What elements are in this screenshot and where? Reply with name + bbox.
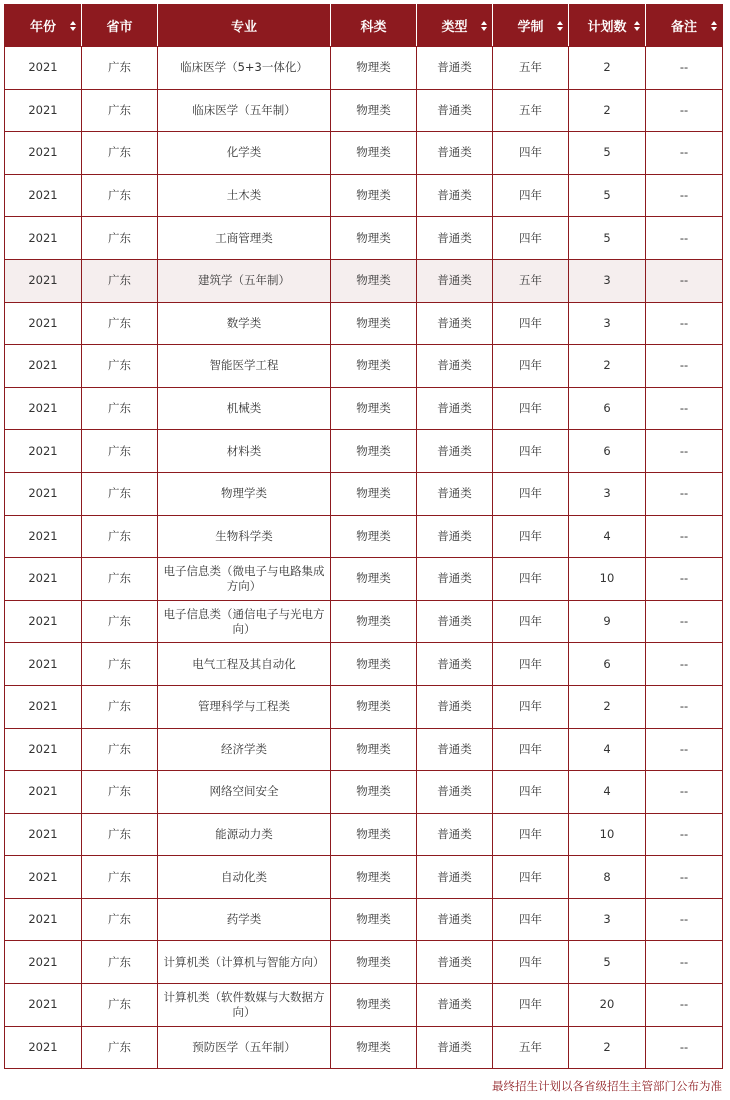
table-row	[5, 558, 723, 601]
cell-remarks: --	[646, 856, 723, 899]
column-header-label: 学制	[517, 20, 544, 35]
admission-plan-table-container	[4, 4, 722, 1069]
cell-remarks: --	[646, 813, 723, 856]
table-row	[5, 685, 723, 728]
column-header-plan-count[interactable]	[569, 5, 646, 47]
cell-major: 智能医学工程	[158, 345, 331, 388]
cell-plan-count: 2	[569, 685, 646, 728]
cell-major: 电气工程及其自动化	[158, 643, 331, 686]
cell-plan-count: 3	[569, 302, 646, 345]
cell-duration: 四年	[493, 430, 569, 473]
cell-subject-category: 物理类	[331, 89, 417, 132]
cell-type: 普通类	[417, 430, 493, 473]
cell-plan-count: 5	[569, 132, 646, 175]
cell-province: 广东	[82, 856, 158, 899]
table-row	[5, 515, 723, 558]
table-row	[5, 47, 723, 90]
cell-remarks: --	[646, 345, 723, 388]
cell-province: 广东	[82, 47, 158, 90]
column-header-type[interactable]	[417, 5, 493, 47]
table-row	[5, 643, 723, 686]
cell-province: 广东	[82, 728, 158, 771]
cell-year: 2021	[5, 856, 82, 899]
cell-plan-count: 10	[569, 813, 646, 856]
table-row	[5, 345, 723, 388]
cell-duration: 四年	[493, 132, 569, 175]
cell-remarks: --	[646, 898, 723, 941]
cell-remarks: --	[646, 259, 723, 302]
cell-major: 能源动力类	[158, 813, 331, 856]
column-header-major	[158, 5, 331, 47]
column-header-label: 年份	[29, 20, 56, 35]
cell-remarks: --	[646, 472, 723, 515]
cell-subject-category: 物理类	[331, 174, 417, 217]
cell-major: 临床医学（五年制）	[158, 89, 331, 132]
table-row	[5, 89, 723, 132]
cell-province: 广东	[82, 387, 158, 430]
cell-year: 2021	[5, 345, 82, 388]
cell-duration: 四年	[493, 345, 569, 388]
cell-plan-count: 5	[569, 174, 646, 217]
cell-subject-category: 物理类	[331, 941, 417, 984]
cell-subject-category: 物理类	[331, 771, 417, 814]
cell-type: 普通类	[417, 771, 493, 814]
cell-year: 2021	[5, 771, 82, 814]
cell-province: 广东	[82, 259, 158, 302]
cell-remarks: --	[646, 174, 723, 217]
cell-subject-category: 物理类	[331, 132, 417, 175]
cell-subject-category: 物理类	[331, 685, 417, 728]
cell-subject-category: 物理类	[331, 345, 417, 388]
cell-year: 2021	[5, 387, 82, 430]
cell-major: 化学类	[158, 132, 331, 175]
table-body	[5, 47, 723, 1069]
cell-major: 管理科学与工程类	[158, 685, 331, 728]
cell-year: 2021	[5, 259, 82, 302]
cell-province: 广东	[82, 1026, 158, 1069]
cell-year: 2021	[5, 1026, 82, 1069]
column-header-province	[82, 5, 158, 47]
cell-plan-count: 6	[569, 387, 646, 430]
cell-plan-count: 6	[569, 430, 646, 473]
cell-province: 广东	[82, 302, 158, 345]
cell-subject-category: 物理类	[331, 302, 417, 345]
cell-remarks: --	[646, 685, 723, 728]
cell-subject-category: 物理类	[331, 984, 417, 1027]
cell-remarks: --	[646, 217, 723, 260]
cell-remarks: --	[646, 89, 723, 132]
cell-type: 普通类	[417, 813, 493, 856]
cell-plan-count: 3	[569, 259, 646, 302]
cell-year: 2021	[5, 643, 82, 686]
cell-year: 2021	[5, 302, 82, 345]
cell-duration: 五年	[493, 89, 569, 132]
cell-type: 普通类	[417, 345, 493, 388]
cell-type: 普通类	[417, 132, 493, 175]
table-row	[5, 387, 723, 430]
cell-major: 工商管理类	[158, 217, 331, 260]
cell-year: 2021	[5, 132, 82, 175]
cell-plan-count: 2	[569, 89, 646, 132]
cell-year: 2021	[5, 813, 82, 856]
cell-subject-category: 物理类	[331, 217, 417, 260]
cell-year: 2021	[5, 217, 82, 260]
cell-remarks: --	[646, 515, 723, 558]
cell-remarks: --	[646, 984, 723, 1027]
cell-subject-category: 物理类	[331, 430, 417, 473]
table-row	[5, 771, 723, 814]
cell-type: 普通类	[417, 856, 493, 899]
cell-remarks: --	[646, 558, 723, 601]
cell-plan-count: 6	[569, 643, 646, 686]
cell-major: 经济学类	[158, 728, 331, 771]
cell-type: 普通类	[417, 1026, 493, 1069]
cell-province: 广东	[82, 345, 158, 388]
cell-type: 普通类	[417, 941, 493, 984]
column-header-duration[interactable]	[493, 5, 569, 47]
cell-plan-count: 2	[569, 1026, 646, 1069]
cell-major: 材料类	[158, 430, 331, 473]
cell-province: 广东	[82, 898, 158, 941]
cell-type: 普通类	[417, 302, 493, 345]
cell-province: 广东	[82, 685, 158, 728]
cell-type: 普通类	[417, 174, 493, 217]
cell-plan-count: 2	[569, 345, 646, 388]
cell-duration: 五年	[493, 1026, 569, 1069]
cell-duration: 四年	[493, 643, 569, 686]
admission-plan-table	[4, 4, 723, 1069]
cell-plan-count: 3	[569, 472, 646, 515]
cell-subject-category: 物理类	[331, 47, 417, 90]
sort-arrows-icon[interactable]	[70, 21, 76, 31]
column-header-subject-category	[331, 5, 417, 47]
cell-duration: 四年	[493, 898, 569, 941]
column-header-label: 专业	[230, 20, 257, 35]
cell-major: 临床医学（5+3一体化）	[158, 47, 331, 90]
cell-plan-count: 4	[569, 728, 646, 771]
cell-remarks: --	[646, 771, 723, 814]
table-row	[5, 600, 723, 643]
cell-major: 电子信息类（微电子与电路集成方向）	[158, 558, 331, 601]
cell-remarks: --	[646, 132, 723, 175]
cell-duration: 四年	[493, 387, 569, 430]
cell-duration: 四年	[493, 984, 569, 1027]
cell-subject-category: 物理类	[331, 728, 417, 771]
cell-year: 2021	[5, 515, 82, 558]
cell-duration: 五年	[493, 259, 569, 302]
cell-province: 广东	[82, 174, 158, 217]
column-header-label: 计划数	[587, 20, 627, 35]
cell-plan-count: 4	[569, 771, 646, 814]
cell-plan-count: 10	[569, 558, 646, 601]
cell-subject-category: 物理类	[331, 898, 417, 941]
cell-province: 广东	[82, 813, 158, 856]
cell-subject-category: 物理类	[331, 387, 417, 430]
cell-duration: 四年	[493, 771, 569, 814]
cell-major: 药学类	[158, 898, 331, 941]
cell-province: 广东	[82, 89, 158, 132]
table-row	[5, 132, 723, 175]
cell-remarks: --	[646, 430, 723, 473]
cell-type: 普通类	[417, 558, 493, 601]
cell-province: 广东	[82, 217, 158, 260]
cell-duration: 四年	[493, 600, 569, 643]
cell-remarks: --	[646, 47, 723, 90]
cell-year: 2021	[5, 600, 82, 643]
cell-duration: 四年	[493, 217, 569, 260]
cell-year: 2021	[5, 685, 82, 728]
sort-arrows-icon[interactable]	[711, 21, 717, 31]
cell-type: 普通类	[417, 515, 493, 558]
table-header	[5, 5, 723, 47]
cell-duration: 四年	[493, 813, 569, 856]
table-row	[5, 856, 723, 899]
table-row	[5, 984, 723, 1027]
cell-year: 2021	[5, 472, 82, 515]
cell-year: 2021	[5, 728, 82, 771]
cell-remarks: --	[646, 643, 723, 686]
cell-major: 机械类	[158, 387, 331, 430]
column-header-label: 类型	[441, 20, 468, 35]
cell-major: 物理学类	[158, 472, 331, 515]
table-row	[5, 259, 723, 302]
cell-plan-count: 5	[569, 941, 646, 984]
cell-year: 2021	[5, 174, 82, 217]
table-row	[5, 217, 723, 260]
cell-plan-count: 4	[569, 515, 646, 558]
cell-duration: 四年	[493, 941, 569, 984]
cell-province: 广东	[82, 771, 158, 814]
cell-major: 自动化类	[158, 856, 331, 899]
cell-remarks: --	[646, 387, 723, 430]
table-row	[5, 813, 723, 856]
cell-year: 2021	[5, 898, 82, 941]
cell-remarks: --	[646, 1026, 723, 1069]
cell-province: 广东	[82, 984, 158, 1027]
table-row	[5, 728, 723, 771]
cell-plan-count: 5	[569, 217, 646, 260]
cell-province: 广东	[82, 132, 158, 175]
cell-subject-category: 物理类	[331, 856, 417, 899]
cell-type: 普通类	[417, 47, 493, 90]
cell-plan-count: 2	[569, 47, 646, 90]
column-header-year[interactable]	[5, 5, 82, 47]
column-header-label: 备注	[670, 20, 697, 35]
cell-major: 生物科学类	[158, 515, 331, 558]
cell-major: 土木类	[158, 174, 331, 217]
cell-type: 普通类	[417, 728, 493, 771]
table-row	[5, 430, 723, 473]
cell-province: 广东	[82, 558, 158, 601]
cell-province: 广东	[82, 643, 158, 686]
cell-remarks: --	[646, 941, 723, 984]
cell-remarks: --	[646, 728, 723, 771]
cell-year: 2021	[5, 89, 82, 132]
cell-province: 广东	[82, 472, 158, 515]
cell-duration: 四年	[493, 302, 569, 345]
sort-arrows-icon[interactable]	[634, 21, 640, 31]
cell-type: 普通类	[417, 685, 493, 728]
cell-year: 2021	[5, 47, 82, 90]
cell-remarks: --	[646, 600, 723, 643]
cell-duration: 四年	[493, 728, 569, 771]
cell-subject-category: 物理类	[331, 600, 417, 643]
cell-plan-count: 9	[569, 600, 646, 643]
cell-type: 普通类	[417, 259, 493, 302]
cell-plan-count: 8	[569, 856, 646, 899]
cell-type: 普通类	[417, 643, 493, 686]
cell-duration: 五年	[493, 47, 569, 90]
table-row	[5, 472, 723, 515]
cell-year: 2021	[5, 984, 82, 1027]
cell-subject-category: 物理类	[331, 558, 417, 601]
cell-type: 普通类	[417, 89, 493, 132]
cell-province: 广东	[82, 515, 158, 558]
cell-province: 广东	[82, 941, 158, 984]
cell-type: 普通类	[417, 472, 493, 515]
cell-type: 普通类	[417, 984, 493, 1027]
cell-major: 数学类	[158, 302, 331, 345]
cell-type: 普通类	[417, 387, 493, 430]
table-row	[5, 898, 723, 941]
cell-subject-category: 物理类	[331, 259, 417, 302]
sort-arrows-icon[interactable]	[557, 21, 563, 31]
cell-subject-category: 物理类	[331, 472, 417, 515]
cell-major: 网络空间安全	[158, 771, 331, 814]
cell-year: 2021	[5, 430, 82, 473]
cell-plan-count: 3	[569, 898, 646, 941]
footer-note: 最终招生计划以各省级招生主管部门公布为准	[492, 1079, 722, 1093]
cell-major: 电子信息类（通信电子与光电方向）	[158, 600, 331, 643]
cell-duration: 四年	[493, 685, 569, 728]
cell-subject-category: 物理类	[331, 813, 417, 856]
cell-major: 计算机类（软件数媒与大数据方向）	[158, 984, 331, 1027]
cell-duration: 四年	[493, 174, 569, 217]
cell-duration: 四年	[493, 558, 569, 601]
cell-province: 广东	[82, 600, 158, 643]
table-row	[5, 302, 723, 345]
cell-type: 普通类	[417, 217, 493, 260]
cell-duration: 四年	[493, 472, 569, 515]
cell-remarks: --	[646, 302, 723, 345]
cell-year: 2021	[5, 558, 82, 601]
cell-type: 普通类	[417, 898, 493, 941]
cell-plan-count: 20	[569, 984, 646, 1027]
cell-subject-category: 物理类	[331, 1026, 417, 1069]
cell-major: 计算机类（计算机与智能方向）	[158, 941, 331, 984]
column-header-label: 科类	[360, 20, 387, 35]
sort-arrows-icon[interactable]	[481, 21, 487, 31]
cell-duration: 四年	[493, 515, 569, 558]
table-row	[5, 941, 723, 984]
column-header-label: 省市	[106, 20, 133, 35]
table-row	[5, 1026, 723, 1069]
cell-major: 预防医学（五年制）	[158, 1026, 331, 1069]
column-header-remarks[interactable]	[646, 5, 723, 47]
cell-duration: 四年	[493, 856, 569, 899]
cell-subject-category: 物理类	[331, 643, 417, 686]
cell-year: 2021	[5, 941, 82, 984]
header-row	[5, 5, 723, 47]
cell-type: 普通类	[417, 600, 493, 643]
table-row	[5, 174, 723, 217]
cell-major: 建筑学（五年制）	[158, 259, 331, 302]
cell-province: 广东	[82, 430, 158, 473]
cell-subject-category: 物理类	[331, 515, 417, 558]
